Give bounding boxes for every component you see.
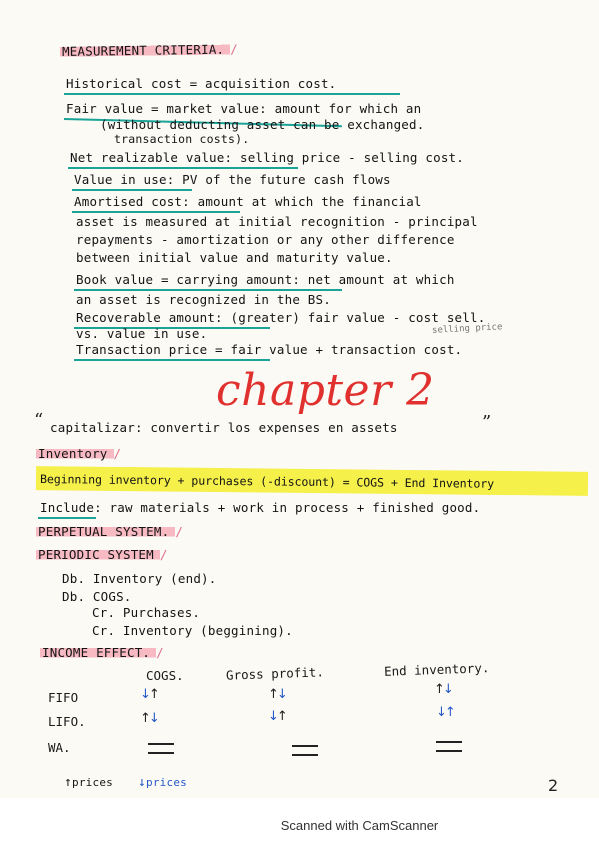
slash-mark: / [156, 645, 164, 660]
arrow-up-icon: ↑ [64, 775, 73, 790]
journal-entry: Cr. Purchases. [92, 605, 201, 620]
slash-mark: / [113, 446, 122, 461]
note-line: (without deducting asset can be exchanged. [100, 117, 425, 132]
column-header-gross-profit: Gross profit. [225, 664, 325, 683]
note-line: Historical cost = acquisition cost. [66, 76, 337, 91]
open-quote: “ [34, 410, 44, 431]
journal-entry: Db. Inventory (end). [62, 571, 217, 586]
row-header-wa: WA. [48, 740, 71, 755]
small-annotation: selling price [431, 322, 503, 336]
note-line: Net realizable value: selling price - selling cost. [70, 150, 465, 165]
legend-down [138, 775, 187, 790]
arrow-up-icon: ↑ [444, 705, 454, 720]
perpetual-heading [36, 524, 183, 539]
slash-mark: / [230, 41, 239, 57]
fifo-gross-profit-arrows [268, 687, 286, 702]
legend-up-label: prices [72, 776, 113, 789]
scanner-watermark: Scanned with CamScanner [280, 818, 439, 833]
column-header-end-inventory: End inventory. [383, 660, 490, 679]
chapter-title: chapter 2 [216, 365, 435, 416]
lifo-cogs-arrows [140, 711, 158, 726]
arrow-down-icon: ↓ [436, 705, 445, 720]
journal-entry: Db. COGS. [62, 589, 132, 604]
teal-underline [74, 359, 270, 361]
slash-mark: / [175, 524, 184, 539]
arrow-down-icon: ↓ [140, 687, 149, 702]
teal-underline [74, 289, 342, 291]
note-line: repayments - amortization or any other difference [76, 232, 455, 247]
arrow-up-icon: ↑ [276, 709, 286, 724]
income-label: INCOME EFFECT. [40, 645, 156, 660]
note-line: Transaction price = fair value + transaction cost. [76, 342, 463, 357]
note-line: transaction costs). [114, 132, 250, 146]
inventory-label: Inventory [36, 446, 114, 461]
arrow-down-icon: ↓ [276, 687, 286, 702]
wa-end-inventory-equal-icon [436, 741, 462, 752]
lifo-end-inventory-arrows [436, 705, 454, 720]
periodic-heading [36, 547, 168, 562]
wa-gross-profit-equal-icon [292, 745, 318, 756]
row-header-lifo: LIFO. [48, 714, 86, 729]
arrow-down-icon: ↓ [138, 775, 147, 790]
note-line: between initial value and maturity value. [76, 250, 393, 265]
wa-cogs-equal-icon [148, 743, 174, 754]
perpetual-label: PERPETUAL SYSTEM. [36, 524, 175, 539]
legend-down-label: prices [146, 776, 187, 789]
include-line: Include: raw materials + work in process + finished good. [40, 500, 481, 515]
teal-underline [72, 189, 192, 191]
note-line: Recoverable amount: (greater) fair value - cost sell. [76, 310, 486, 325]
note-line: vs. value in use. [76, 326, 208, 341]
note-line: Book value = carrying amount: net amount at which [76, 272, 455, 287]
fifo-cogs-arrows [140, 687, 158, 702]
note-line: Value in use: PV of the future cash flows [74, 172, 391, 187]
periodic-label: PERIODIC SYSTEM [36, 547, 160, 562]
journal-entry: Cr. Inventory (beggining). [92, 623, 293, 638]
quote-line: capitalizar: convertir los expenses en assets [50, 420, 398, 435]
arrow-up-icon: ↑ [148, 687, 158, 702]
legend-up [64, 775, 113, 790]
slash-mark: / [159, 547, 168, 562]
inventory-heading [36, 446, 121, 461]
arrow-up-icon: ↑ [434, 682, 443, 697]
arrow-down-icon: ↓ [442, 682, 452, 697]
arrow-down-icon: ↓ [268, 709, 277, 724]
teal-underline [72, 211, 240, 213]
fifo-end-inventory-arrows [434, 682, 452, 697]
arrow-down-icon: ↓ [148, 711, 158, 726]
income-effect-heading [40, 645, 164, 660]
inventory-formula: Beginning inventory + purchases (-discount) = COGS + End Inventory [39, 472, 495, 491]
note-line: Amortised cost: amount at which the financial [74, 194, 422, 209]
note-line: an asset is recognized in the BS. [76, 292, 331, 307]
note-line: asset is measured at initial recognition - principal [76, 214, 478, 229]
lifo-gross-profit-arrows [268, 709, 286, 724]
arrow-up-icon: ↑ [140, 711, 149, 726]
heading-text: MEASUREMENT CRITERIA. [60, 42, 230, 59]
close-quote: ” [482, 412, 492, 433]
column-header-cogs: COGS. [146, 668, 184, 683]
teal-underline [38, 517, 96, 519]
teal-underline [64, 93, 400, 95]
page-number: 2 [548, 776, 559, 795]
section-heading-measurement [60, 42, 238, 59]
note-line: Fair value = market value: amount for which an [66, 101, 422, 116]
teal-underline [68, 167, 298, 169]
arrow-up-icon: ↑ [268, 687, 277, 702]
row-header-fifo: FIFO [48, 690, 79, 705]
